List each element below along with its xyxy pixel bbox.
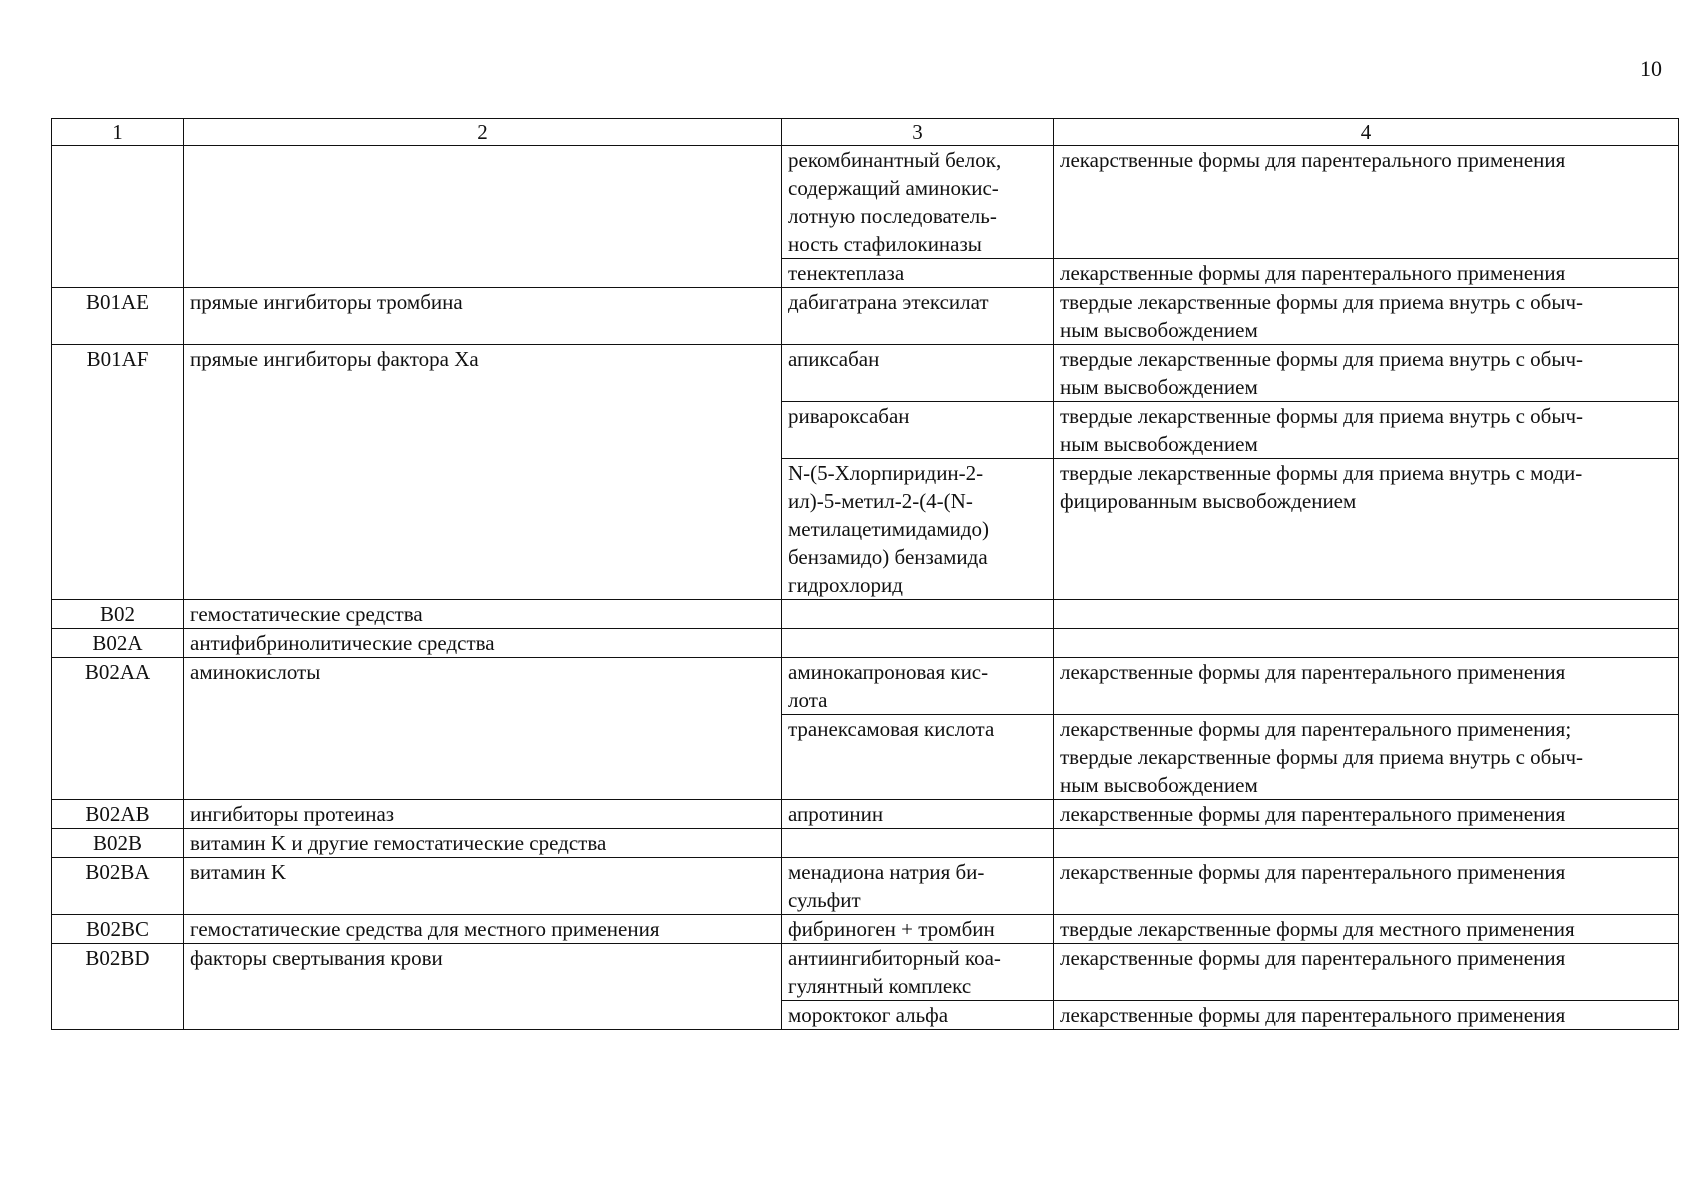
header-col-1: 1 bbox=[52, 119, 184, 146]
dosage-form-line: твердые лекарственные формы для приема внутрь с моди- bbox=[1060, 461, 1583, 485]
drug-name: транексамовая кислота bbox=[782, 715, 1054, 800]
drug-name: мороктоког альфа bbox=[782, 1001, 1054, 1030]
header-col-2: 2 bbox=[184, 119, 782, 146]
dosage-form-line: твердые лекарственные формы для приема внутрь с обыч- bbox=[1060, 745, 1584, 769]
dosage-form: лекарственные формы для парентерального применения bbox=[1054, 944, 1679, 1001]
atc-code: B02AB bbox=[52, 800, 184, 829]
atc-code: B02 bbox=[52, 600, 184, 629]
dosage-form: лекарственные формы для парентерального применения bbox=[1054, 658, 1679, 715]
dosage-form bbox=[1054, 345, 1679, 402]
drug-name: апиксабан bbox=[782, 345, 1054, 402]
drug-name bbox=[782, 829, 1054, 858]
drug-name: тенектеплаза bbox=[782, 259, 1054, 288]
table-row bbox=[52, 288, 1679, 345]
dosage-form bbox=[1054, 288, 1679, 345]
drug-name-line: лотную последователь- bbox=[788, 204, 997, 228]
drug-name: ривароксабан bbox=[782, 402, 1054, 459]
dosage-form: лекарственные формы для парентерального применения bbox=[1054, 858, 1679, 915]
drug-name bbox=[782, 629, 1054, 658]
header-col-3: 3 bbox=[782, 119, 1054, 146]
atc-code: B02BA bbox=[52, 858, 184, 915]
drug-name-line: содержащий аминокис- bbox=[788, 176, 999, 200]
dosage-form-line: ным высвобождением bbox=[1060, 773, 1258, 797]
drug-name: фибриноген + тромбин bbox=[782, 915, 1054, 944]
dosage-form-line: фицированным высвобождением bbox=[1060, 489, 1357, 513]
drug-name: дабигатрана этексилат bbox=[782, 288, 1054, 345]
dosage-form bbox=[1054, 715, 1679, 800]
dosage-form bbox=[1054, 459, 1679, 600]
drug-name bbox=[782, 858, 1054, 915]
drug-name-line: метилацетимидамидо) bbox=[788, 517, 990, 541]
drug-name-line: лота bbox=[788, 688, 828, 712]
atc-group: гемостатические средства bbox=[184, 600, 782, 629]
dosage-form: лекарственные формы для парентерального применения bbox=[1054, 259, 1679, 288]
drug-name-line: сульфит bbox=[788, 888, 861, 912]
dosage-form: твердые лекарственные формы для местного применения bbox=[1054, 915, 1679, 944]
drug-name-line: аминокапроновая кис- bbox=[788, 660, 989, 684]
drug-name-line bbox=[788, 543, 1047, 571]
atc-code bbox=[52, 146, 184, 288]
dosage-form-line: лекарственные формы для парентерального применения; bbox=[1060, 717, 1572, 741]
drug-name-line: ность стафилокиназы bbox=[788, 232, 982, 256]
atc-group: гемостатические средства для местного применения bbox=[184, 915, 782, 944]
atc-code: B02BC bbox=[52, 915, 184, 944]
table-row bbox=[52, 146, 1679, 259]
dosage-form: лекарственные формы для парентерального применения bbox=[1054, 800, 1679, 829]
atc-group: ингибиторы протеиназ bbox=[184, 800, 782, 829]
atc-group: аминокислоты bbox=[184, 658, 782, 800]
drug-name: апротинин bbox=[782, 800, 1054, 829]
table-row bbox=[52, 858, 1679, 915]
dosage-form bbox=[1054, 402, 1679, 459]
drug-name bbox=[782, 600, 1054, 629]
drug-name-line: рекомбинантный белок, bbox=[788, 148, 1002, 172]
dosage-form: лекарственные формы для парентерального применения bbox=[1054, 1001, 1679, 1030]
drug-name-line: гулянтный комплекс bbox=[788, 974, 972, 998]
table-row bbox=[52, 658, 1679, 715]
dosage-form-line: твердые лекарственные формы для приема внутрь с обыч- bbox=[1060, 290, 1584, 314]
dosage-form: лекарственные формы для парентерального применения bbox=[1054, 146, 1679, 259]
dosage-form-line: твердые лекарственные формы для приема внутрь с обыч- bbox=[1060, 404, 1584, 428]
drug-name-line: антиингибиторный коа- bbox=[788, 946, 1001, 970]
table-row bbox=[52, 345, 1679, 402]
atc-group bbox=[184, 146, 782, 288]
table-row bbox=[52, 944, 1679, 1001]
drug-name-line: N-(5-Хлорпиридин-2- bbox=[788, 461, 984, 485]
drug-name bbox=[782, 146, 1054, 259]
atc-group: прямые ингибиторы фактора Ха bbox=[184, 345, 782, 600]
drug-name-line: ил)-5-метил-2-(4-(N- bbox=[788, 489, 973, 513]
atc-code: B02BD bbox=[52, 944, 184, 1030]
drug-name bbox=[782, 459, 1054, 600]
atc-code: B02A bbox=[52, 629, 184, 658]
table-row bbox=[52, 600, 1679, 629]
atc-group: антифибринолитические средства bbox=[184, 629, 782, 658]
dosage-form bbox=[1054, 600, 1679, 629]
drug-name bbox=[782, 658, 1054, 715]
atc-code: B02B bbox=[52, 829, 184, 858]
dosage-form-line: твердые лекарственные формы для приема внутрь с обыч- bbox=[1060, 347, 1584, 371]
atc-code: B01AF bbox=[52, 345, 184, 600]
dosage-form-line: ным высвобождением bbox=[1060, 375, 1258, 399]
dosage-form-line: ным высвобождением bbox=[1060, 432, 1258, 456]
page-number: 10 bbox=[1640, 56, 1662, 81]
dosage-form bbox=[1054, 829, 1679, 858]
dosage-form-line: ным высвобождением bbox=[1060, 318, 1258, 342]
table-row bbox=[52, 915, 1679, 944]
drug-name-line-text: бензамидо) бензамида bbox=[788, 545, 988, 569]
drug-table bbox=[51, 118, 1679, 1030]
drug-name-line: гидрохлорид bbox=[788, 573, 903, 597]
table-header-row bbox=[52, 119, 1679, 146]
table-row bbox=[52, 629, 1679, 658]
atc-code: B01AE bbox=[52, 288, 184, 345]
table-row bbox=[52, 800, 1679, 829]
dosage-form bbox=[1054, 629, 1679, 658]
atc-group: витамин K и другие гемостатические средства bbox=[184, 829, 782, 858]
atc-group: витамин K bbox=[184, 858, 782, 915]
table-row bbox=[52, 829, 1679, 858]
drug-name bbox=[782, 944, 1054, 1001]
atc-group: прямые ингибиторы тромбина bbox=[184, 288, 782, 345]
atc-group: факторы свертывания крови bbox=[184, 944, 782, 1030]
atc-code: B02AA bbox=[52, 658, 184, 800]
header-col-4: 4 bbox=[1054, 119, 1679, 146]
drug-name-line: менадиона натрия би- bbox=[788, 860, 985, 884]
